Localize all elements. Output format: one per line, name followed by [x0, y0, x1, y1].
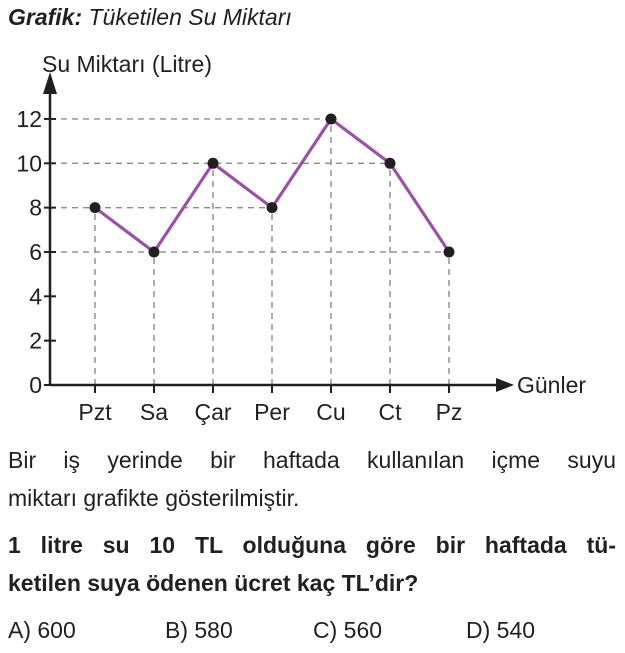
x-tick-label: Sa — [139, 399, 169, 425]
question-line-2: miktarı grafikte gösterilmiştir. — [8, 485, 300, 511]
option-d[interactable]: D) 540 — [466, 617, 536, 643]
y-tick-label: 0 — [29, 372, 42, 398]
x-axis-label: Günler — [517, 372, 587, 398]
data-point — [267, 202, 278, 213]
caption-label: Grafik: — [8, 4, 83, 30]
option-a[interactable]: A) 600 — [8, 617, 76, 643]
y-tick-label: 6 — [29, 238, 42, 265]
y-tick-label: 10 — [16, 150, 42, 177]
y-tick-label: 2 — [29, 327, 42, 354]
series-line — [95, 119, 449, 252]
question-line-1: Bir iş yerinde bir haftada kullanılan içme suyu — [8, 447, 616, 473]
x-tick-label: Cu — [316, 399, 346, 425]
question-line-4: ketilen suya ödenen ücret kaç TL’dir? — [8, 570, 419, 596]
x-tick-label: Ct — [378, 399, 402, 425]
data-point — [326, 113, 337, 124]
y-tick-label: 12 — [16, 105, 42, 132]
data-point — [90, 202, 101, 213]
caption-title: Tüketilen Su Miktarı — [88, 4, 292, 30]
x-tick-label: Pzt — [78, 399, 112, 425]
question-line-3: 1 litre su 10 TL olduğuna göre bir haftada tü- — [8, 532, 616, 558]
y-axis-label: Su Miktarı (Litre) — [42, 51, 212, 77]
data-point — [208, 158, 219, 169]
option-c[interactable]: C) 560 — [313, 617, 383, 643]
data-point — [149, 246, 160, 257]
x-tick-label: Per — [254, 399, 290, 425]
data-point — [385, 158, 396, 169]
x-tick-label: Pz — [435, 399, 463, 425]
data-point — [444, 246, 455, 257]
x-tick-label: Çar — [194, 399, 232, 425]
y-tick-label: 4 — [29, 283, 42, 310]
option-b[interactable]: B) 580 — [165, 617, 233, 643]
y-tick-label: 8 — [29, 194, 42, 221]
x-axis-arrow — [496, 378, 514, 392]
